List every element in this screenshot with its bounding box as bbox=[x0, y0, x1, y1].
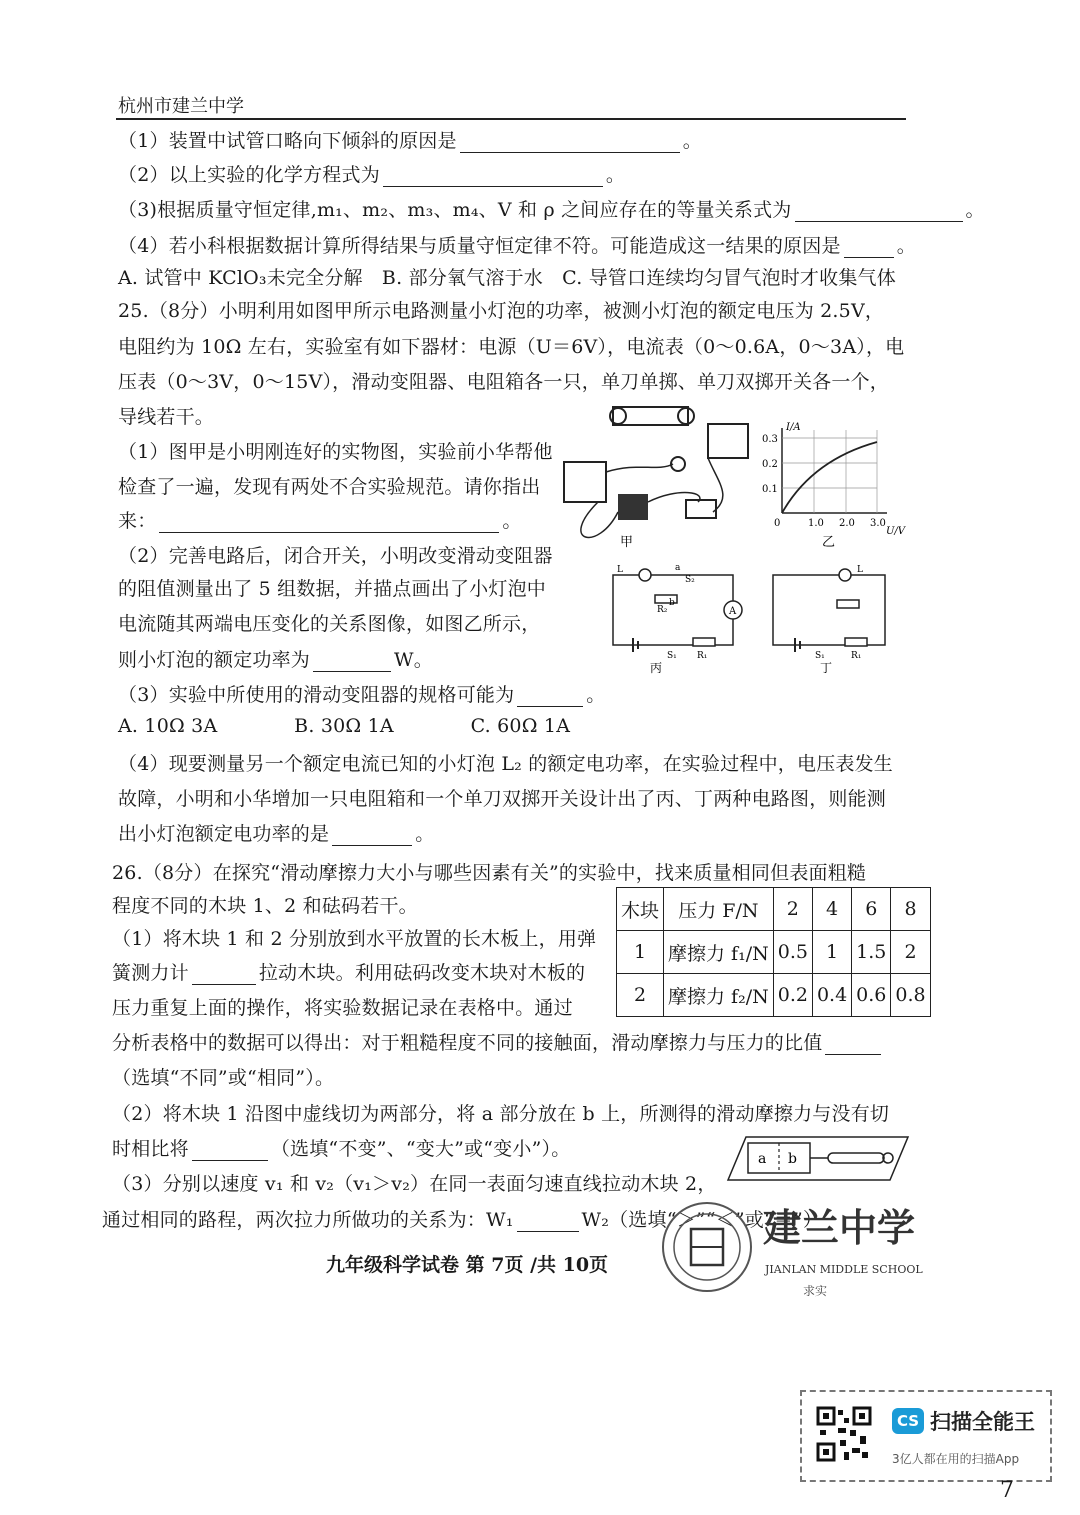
line-text-suffix: 拉动木块。利用砝码改变木块对木板的 bbox=[258, 962, 586, 984]
line-text: 簧测力计 bbox=[112, 962, 189, 984]
line-text: （4）若小科根据数据计算所得结果与质量守恒定律不符。可能造成这一结果的原因是 bbox=[118, 235, 841, 257]
line-text: （4）现要测量另一个额定电流已知的小灯泡 L₂ 的额定电功率，在实验过程中，电压表发生 bbox=[118, 753, 894, 775]
line-text-suffix: 。 bbox=[415, 823, 435, 845]
line-text: （2）完善电路后，闭合开关，小明改变滑动变阻器 bbox=[118, 545, 553, 567]
line-text: （2）以上实验的化学方程式为 bbox=[118, 164, 380, 186]
text-line bbox=[112, 1134, 570, 1161]
answer-blank[interactable] bbox=[192, 966, 256, 985]
line-text: 检查了一遍，发现有两处不合实验规范。请你指出 bbox=[118, 476, 541, 498]
xtick: 2.0 bbox=[839, 518, 855, 529]
svg-text:R₂: R₂ bbox=[657, 605, 668, 615]
line-text-suffix: （选填“不变”、“变大”或“变小”）。 bbox=[270, 1138, 571, 1160]
answer-blank[interactable] bbox=[159, 514, 499, 533]
line-text: 电阻约为 10Ω 左右，实验室有如下器材：电源（U＝6V），电流表（0～0.6A，0～3A），电 bbox=[118, 336, 905, 358]
text-line bbox=[112, 993, 573, 1020]
answer-blank[interactable] bbox=[825, 1036, 881, 1055]
text-line bbox=[112, 958, 585, 985]
line-text: （1）装置中试管口略向下倾斜的原因是 bbox=[118, 130, 457, 152]
seal-english: JIANLAN MIDDLE SCHOOL bbox=[765, 1263, 923, 1276]
text-line bbox=[118, 160, 625, 187]
line-text-suffix: 。 bbox=[896, 235, 916, 257]
block-b-label: b bbox=[788, 1151, 797, 1167]
line-text: 出小灯泡额定电功率的是 bbox=[118, 823, 330, 845]
text-line bbox=[112, 858, 866, 885]
table-header-row: 木块 压力 F/N 2 4 6 8 bbox=[617, 888, 931, 931]
school-seal bbox=[655, 1193, 945, 1303]
label-yi: 乙 bbox=[822, 535, 836, 550]
text-line bbox=[112, 891, 418, 918]
ytick: 0.1 bbox=[762, 484, 778, 495]
text-line bbox=[118, 609, 540, 636]
text-line bbox=[118, 541, 553, 568]
scanner-brand: 扫描全能王 bbox=[930, 1410, 1035, 1434]
svg-text:L: L bbox=[617, 565, 623, 575]
text-line bbox=[118, 296, 884, 323]
text-line bbox=[118, 437, 553, 464]
line-text: 故障，小明和小华增加一只电阻箱和一个单刀双掷开关设计出了丙、丁两种电路图，则能测 bbox=[118, 788, 887, 810]
answer-blank[interactable] bbox=[383, 168, 603, 187]
answer-blank[interactable] bbox=[313, 653, 391, 672]
text-line bbox=[112, 1099, 889, 1126]
svg-text:S₁: S₁ bbox=[815, 651, 825, 661]
answer-blank[interactable] bbox=[517, 1213, 579, 1232]
line-text: 程度不同的木块 1、2 和砝码若干。 bbox=[112, 895, 418, 917]
figure-jia-apparatus bbox=[558, 402, 758, 552]
text-line bbox=[118, 402, 214, 429]
school-header: 杭州市建兰中学 bbox=[118, 96, 244, 117]
xtick: 0 bbox=[774, 518, 781, 529]
ytick: 0.2 bbox=[762, 459, 778, 470]
scanner-tagline: 3亿人都在用的扫描App bbox=[892, 1452, 1020, 1466]
label-ding: 丁 bbox=[820, 661, 833, 675]
line-text: 分析表格中的数据可以得出：对于粗糙程度不同的接触面，滑动摩擦力与压力的比值 bbox=[112, 1032, 823, 1054]
qr-code-icon bbox=[816, 1406, 872, 1462]
label-jia: 甲 bbox=[620, 535, 634, 550]
seal-motto: 求实 bbox=[803, 1284, 828, 1298]
text-line bbox=[118, 367, 889, 394]
page-footer: 九年级科学试卷 第 7页 /共 10页 bbox=[326, 1254, 609, 1276]
line-text: 25.（8分）小明利用如图甲所示电路测量小灯泡的功率，被测小灯泡的额定电压为 2.5V， bbox=[118, 300, 885, 322]
line-text: 则小灯泡的额定功率为 bbox=[118, 649, 311, 671]
figure-block-on-board bbox=[718, 1125, 910, 1195]
line-text: 的阻值测量出了 5 组数据，并描点画出了小灯泡中 bbox=[118, 578, 546, 600]
ytick: 0.3 bbox=[762, 434, 778, 445]
text-line bbox=[112, 924, 596, 951]
xtick: 1.0 bbox=[808, 518, 824, 529]
page-number: 7 bbox=[1000, 1478, 1014, 1503]
figure-ding-circuit bbox=[765, 560, 895, 675]
text-line bbox=[118, 749, 893, 776]
figure-bing-circuit bbox=[605, 560, 755, 675]
seal-name: 建兰中学 bbox=[763, 1205, 916, 1250]
label-bing: 丙 bbox=[650, 661, 663, 675]
line-text: （2）将木块 1 沿图中虚线切为两部分，将 a 部分放在 b 上，所测得的滑动摩擦力与没有切 bbox=[112, 1103, 890, 1125]
line-text: （3）实验中所使用的滑动变阻器的规格可能为 bbox=[118, 684, 515, 706]
text-line bbox=[112, 1028, 884, 1055]
scanner-watermark bbox=[800, 1390, 1052, 1482]
line-text: 压表（0～3V，0～15V），滑动变阻器、电阻箱各一只，单刀单掷、单刀双掷开关各一个， bbox=[118, 371, 889, 393]
answer-blank[interactable] bbox=[795, 203, 963, 222]
text-line bbox=[118, 645, 433, 672]
text-line bbox=[118, 819, 434, 846]
answer-blank[interactable] bbox=[517, 688, 583, 707]
line-text: （3）分别以速度 v₁ 和 v₂（v₁＞v₂）在同一表面匀速直线拉动木块 2， bbox=[112, 1173, 717, 1195]
line-text-suffix: 。 bbox=[682, 130, 702, 152]
friction-data-table bbox=[616, 887, 931, 1017]
graph-ylabel: I/A bbox=[786, 422, 801, 433]
line-text: 26.（8分）在探究“滑动摩擦力大小与哪些因素有关”的实验中，找来质量相同但表面粗糙 bbox=[112, 862, 867, 884]
svg-text:R₁: R₁ bbox=[851, 651, 862, 661]
svg-text:b: b bbox=[669, 598, 675, 608]
text-line bbox=[112, 1063, 334, 1090]
line-text: 时相比将 bbox=[112, 1138, 189, 1160]
line-text: A. 试管中 KClO₃未完全分解 B. 部分氧气溶于水 C. 导管口连续均匀冒气泡时才收集气体 bbox=[118, 267, 896, 289]
line-text-suffix: W。 bbox=[394, 649, 433, 671]
text-line bbox=[118, 574, 546, 601]
line-text-suffix: 。 bbox=[605, 164, 626, 186]
line-text: A. 10Ω 3A B. 30Ω 1A C. 60Ω 1A bbox=[118, 715, 571, 737]
line-text-suffix: 。 bbox=[586, 684, 606, 706]
line-text: 电流随其两端电压变化的关系图像，如图乙所示， bbox=[118, 613, 541, 635]
text-line bbox=[118, 126, 702, 153]
line-text: 压力重复上面的操作，将实验数据记录在表格中。通过 bbox=[112, 997, 573, 1019]
text-line bbox=[118, 195, 985, 222]
svg-text:L: L bbox=[857, 565, 863, 575]
answer-blank[interactable] bbox=[460, 134, 680, 153]
answer-blank[interactable] bbox=[192, 1142, 268, 1161]
text-line bbox=[118, 784, 886, 811]
ammeter-label: A bbox=[729, 606, 737, 617]
svg-text:S₁: S₁ bbox=[667, 651, 677, 661]
text-line bbox=[118, 711, 570, 738]
line-text: （选填“不同”或“相同”）。 bbox=[112, 1067, 335, 1089]
table-row: 2 摩擦力 f₂/N 0.2 0.4 0.6 0.8 bbox=[617, 974, 931, 1017]
line-text: （1）将木块 1 和 2 分别放到水平放置的长木板上，用弹 bbox=[112, 928, 597, 950]
text-line bbox=[118, 472, 540, 499]
svg-text:R₁: R₁ bbox=[697, 651, 708, 661]
line-text: 导线若干。 bbox=[118, 406, 215, 428]
block-a-label: a bbox=[758, 1151, 767, 1167]
cs-logo-badge: CS bbox=[892, 1408, 924, 1434]
svg-text:S₂: S₂ bbox=[685, 575, 695, 585]
line-text: 通过相同的路程，两次拉力所做功的关系为：W₁ bbox=[102, 1209, 514, 1231]
line-text-suffix: 。 bbox=[502, 510, 522, 532]
header-rule bbox=[116, 118, 906, 120]
graph-xlabel: U/V bbox=[886, 526, 906, 537]
text-line bbox=[118, 231, 916, 258]
table-row: 1 摩擦力 f₁/N 0.5 1 1.5 2 bbox=[617, 931, 931, 974]
line-text: 来： bbox=[118, 510, 157, 532]
xtick: 3.0 bbox=[870, 518, 886, 529]
line-text-suffix: W₂（选填“＞”“＜”或“＝”） bbox=[581, 1209, 823, 1231]
line-text-suffix: 。 bbox=[965, 199, 985, 221]
text-line bbox=[118, 332, 904, 359]
line-text: （1）图甲是小明刚连好的实物图，实验前小华帮他 bbox=[118, 441, 553, 463]
figure-yi-iu-graph bbox=[762, 420, 912, 550]
text-line bbox=[118, 680, 606, 707]
answer-blank[interactable] bbox=[844, 239, 894, 258]
text-line bbox=[118, 506, 522, 533]
text-line bbox=[118, 263, 896, 290]
text-line bbox=[112, 1169, 717, 1196]
svg-text:a: a bbox=[675, 563, 681, 573]
answer-blank[interactable] bbox=[332, 827, 412, 846]
line-text: （3)根据质量守恒定律,m₁、m₂、m₃、m₄、V 和 ρ 之间应存在的等量关系式为 bbox=[118, 199, 792, 221]
